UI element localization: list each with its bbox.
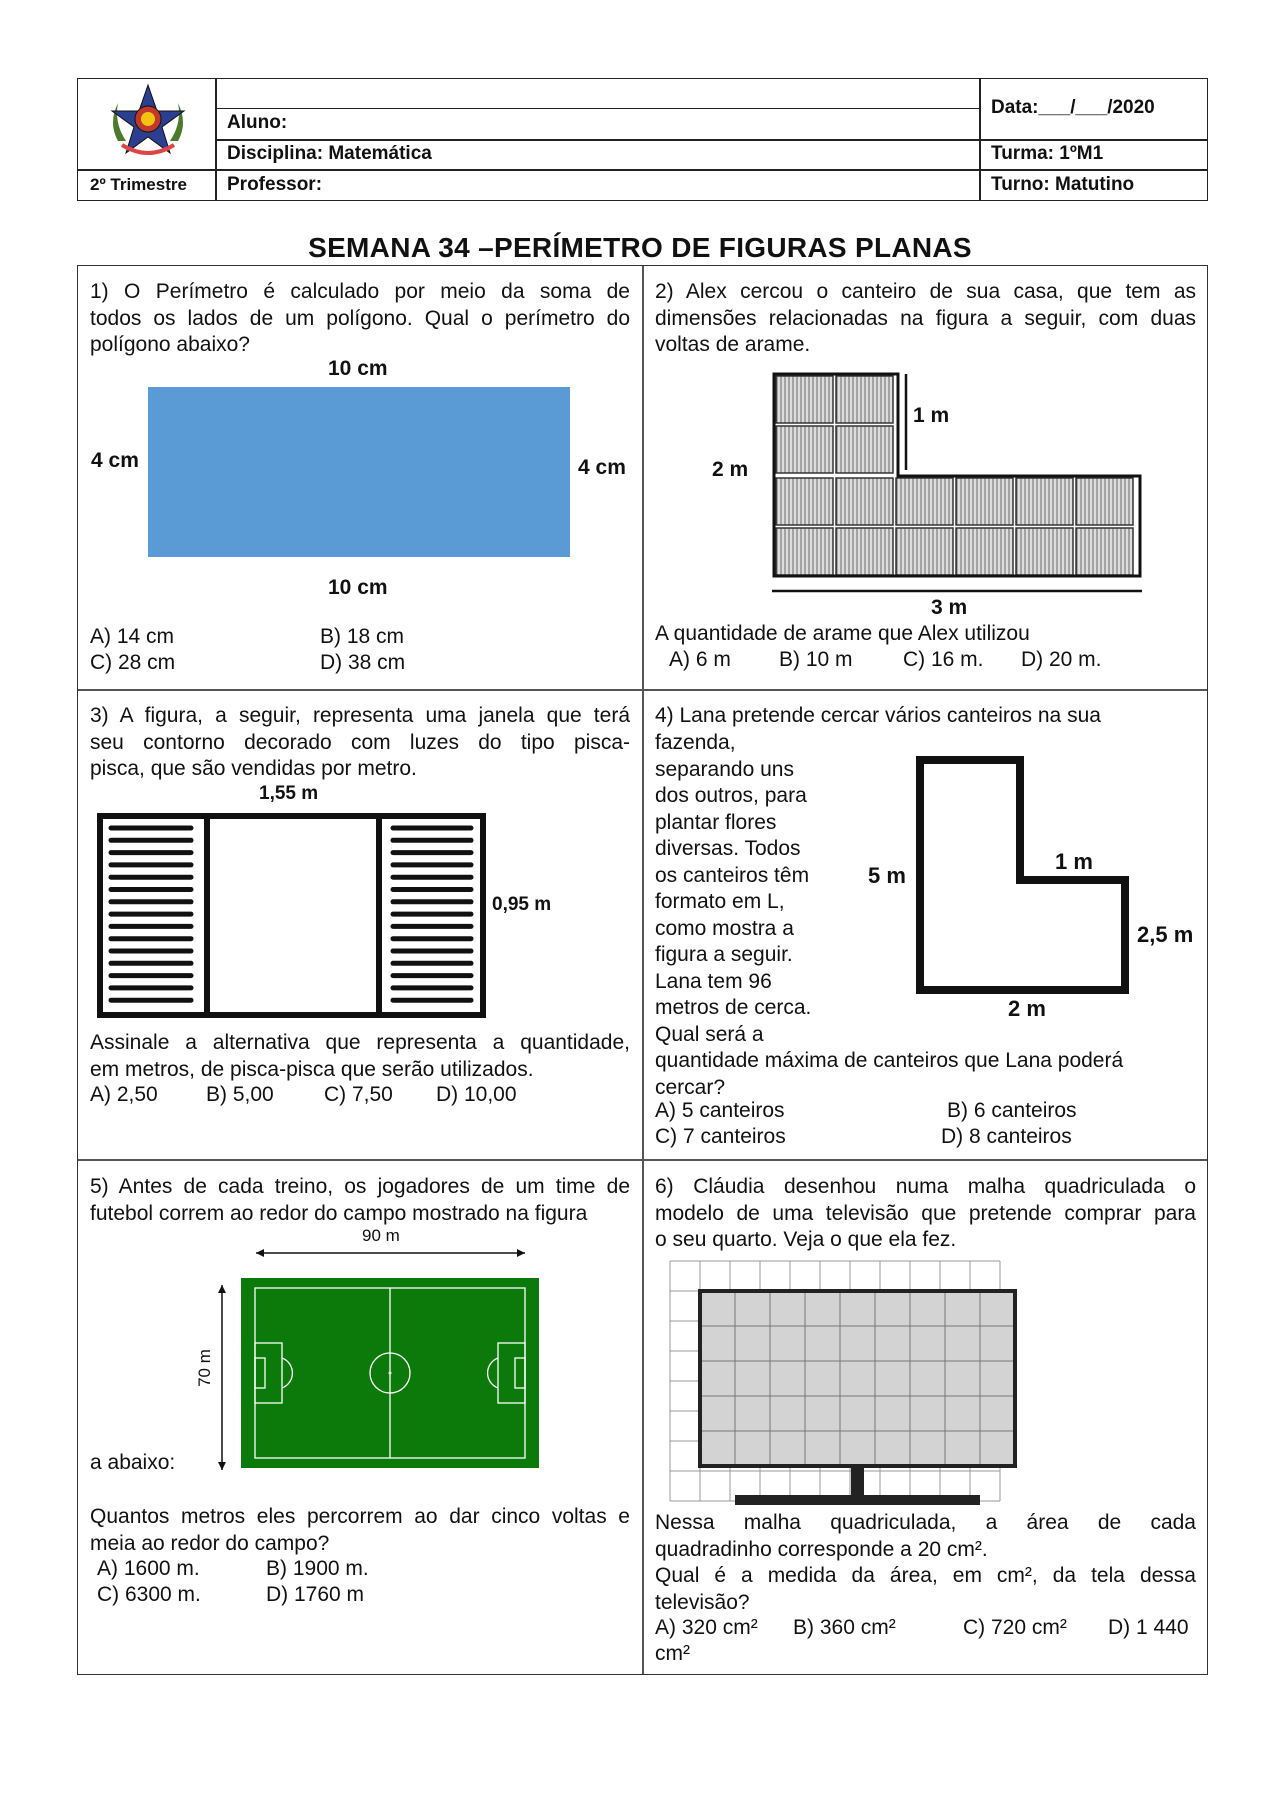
q4-label-25m: 2,5 m (1137, 922, 1194, 947)
state-coat-of-arms-logo (104, 83, 192, 163)
trimestre-label: 2º Trimestre (90, 175, 187, 194)
q4-option-d[interactable]: D) 8 canteiros (941, 1125, 1072, 1148)
q3-option-b[interactable]: B) 5,00 (206, 1083, 274, 1106)
turno-label: Turno: Matutino (991, 174, 1135, 195)
q3-option-c[interactable]: C) 7,50 (324, 1083, 393, 1106)
q4-label-2m: 2 m (1008, 996, 1046, 1021)
q6-statement: 6) Cláudia desenhou numa malha quadriculada o modelo de uma televisão que pretende comprar para o seu quarto. Veja o que ela fez. (655, 1175, 1196, 1251)
professor-label: Professor: (227, 174, 323, 195)
q2-label-2m: 2 m (712, 458, 749, 481)
q1-top-label: 10 cm (328, 357, 388, 380)
q2-option-d[interactable]: D) 20 m. (1021, 648, 1102, 671)
aluno-label: Aluno: (227, 112, 288, 133)
q4-first-line: 4) Lana pretende cercar vários canteiros na sua (655, 704, 1101, 727)
q3-window-figure (95, 808, 495, 1023)
q1-statement: 1) O Perímetro é calculado por meio da soma de todos os lados de um polígono. Qual o perímetro do polígono abaixo? (90, 280, 630, 356)
q5-option-b[interactable]: B) 1900 m. (266, 1557, 369, 1580)
q2-label-3m: 3 m (931, 596, 968, 619)
q4-option-c[interactable]: C) 7 canteiros (655, 1125, 786, 1148)
q5-option-c[interactable]: C) 6300 m. (97, 1583, 201, 1606)
q5-statement: 5) Antes de cada treino, os jogadores de um time de futebol correm ao redor do campo mostrado na figura (90, 1175, 630, 1225)
q2-statement: 2) Alex cercou o canteiro de sua casa, que tem as dimensões relacionadas na figura a seguir, com duas voltas de arame. (655, 280, 1196, 356)
q4-narrow-text: fazenda, separando uns dos outros, para plantar flores diversas. Todos os canteiros têm formato em L, como mostra a figura a seguir. Lana tem 96 metros de cerca. Qual será a (655, 731, 812, 1046)
q6-tv-grid-figure (665, 1255, 1055, 1505)
q5-height-label: 70 m (194, 1349, 214, 1387)
q3-height-label: 0,95 m (492, 894, 552, 915)
q1-bottom-label: 10 cm (328, 576, 388, 599)
q3-width-label: 1,55 m (259, 783, 319, 804)
q3-statement: 3) A figura, a seguir, representa uma janela que terá seu contorno decorado com luzes do tipo pisca- pisca, que são vendidas por metro. (90, 704, 630, 780)
date-field: Data:___/___/2020 (991, 97, 1155, 118)
q1-option-c[interactable]: C) 28 cm (90, 651, 176, 674)
q5-width-label: 90 m (362, 1226, 400, 1245)
q1-rectangle (148, 387, 570, 557)
q6-option-d[interactable]: D) 1 440 (1108, 1616, 1189, 1639)
q5-option-a[interactable]: A) 1600 m. (97, 1557, 200, 1580)
q6-question: Nessa malha quadriculada, a área de cada quadradinho corresponde a 20 cm². Qual é a medida da área, em cm², da tela dessa televisão? (655, 1511, 1196, 1614)
page-title: SEMANA 34 –PERÍMETRO DE FIGURAS PLANAS (308, 232, 972, 263)
q1-right-label: 4 cm (578, 456, 626, 479)
q1-left-label: 4 cm (91, 449, 139, 472)
q2-option-a[interactable]: A) 6 m (669, 648, 731, 671)
q6-option-a[interactable]: A) 320 cm² (655, 1616, 758, 1639)
q3-question: Assinale a alternativa que representa a quantidade, em metros, de pisca-pisca que serão utilizados. (90, 1031, 630, 1081)
q4-label-1m: 1 m (1055, 849, 1093, 874)
q4-option-a[interactable]: A) 5 canteiros (655, 1099, 785, 1122)
q1-option-b[interactable]: B) 18 cm (320, 625, 405, 648)
q1-option-d[interactable]: D) 38 cm (320, 651, 406, 674)
q4-option-b[interactable]: B) 6 canteiros (947, 1099, 1077, 1122)
q6-option-d-wrap: cm² (655, 1642, 690, 1665)
turma-label: Turma: 1ºM1 (991, 143, 1104, 164)
q5-question: Quantos metros eles percorrem ao dar cinco voltas e meia ao redor do campo? (90, 1505, 630, 1555)
q6-option-b[interactable]: B) 360 cm² (793, 1616, 896, 1639)
q3-option-d[interactable]: D) 10,00 (436, 1083, 517, 1106)
header-table (77, 78, 1208, 201)
q5-soccer-field-figure (210, 1240, 545, 1475)
q3-option-a[interactable]: A) 2,50 (90, 1083, 158, 1106)
q2-option-b[interactable]: B) 10 m (779, 648, 853, 671)
q4-label-5m: 5 m (868, 863, 906, 888)
q2-option-c[interactable]: C) 16 m. (903, 648, 984, 671)
q4-wide-text: quantidade máxima de canteiros que Lana poderá cercar? (655, 1049, 1124, 1099)
q5-after-figure-text: a abaixo: (90, 1451, 176, 1474)
q1-option-a[interactable]: A) 14 cm (90, 625, 175, 648)
q2-question: A quantidade de arame que Alex utilizou (655, 622, 1030, 645)
q6-option-c[interactable]: C) 720 cm² (963, 1616, 1067, 1639)
q4-l-shape-figure (915, 755, 1135, 995)
disciplina-label: Disciplina: Matemática (227, 143, 432, 164)
q2-label-1m: 1 m (913, 404, 950, 427)
q5-option-d[interactable]: D) 1760 m (266, 1583, 365, 1606)
